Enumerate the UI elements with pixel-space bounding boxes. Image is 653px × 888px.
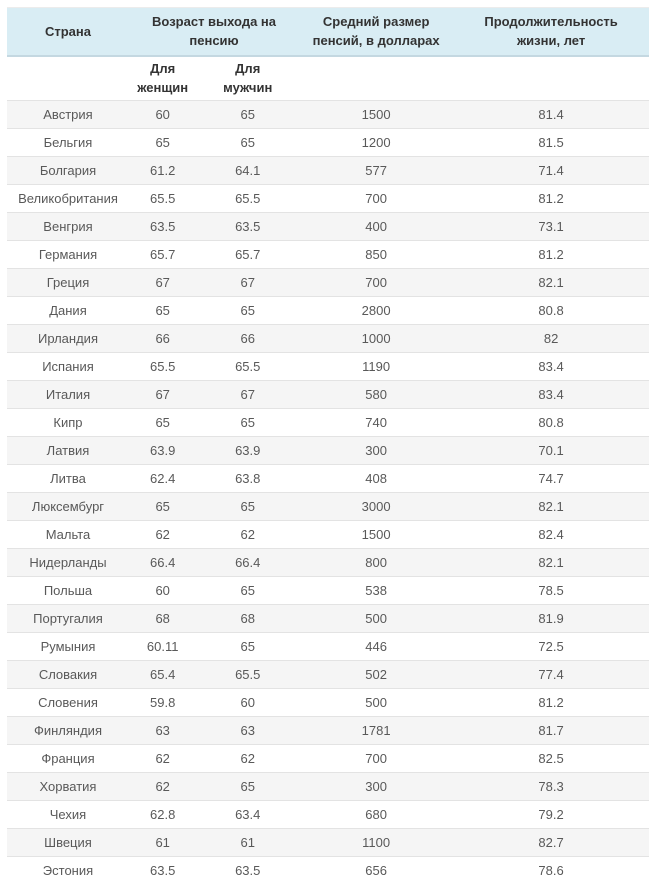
women-age-cell: 59.8 <box>129 689 196 717</box>
pension-cell: 700 <box>299 269 453 297</box>
country-cell: Румыния <box>7 633 129 661</box>
subheader-for-men-label: Для мужчин <box>223 61 273 96</box>
women-age-cell: 68 <box>129 605 196 633</box>
life-expectancy-cell: 78.5 <box>453 577 649 605</box>
table-row <box>7 521 649 549</box>
table-header <box>7 8 649 101</box>
table-row <box>7 129 649 157</box>
life-expectancy-cell: 81.7 <box>453 717 649 745</box>
women-age-cell: 65.4 <box>129 661 196 689</box>
life-expectancy-cell: 82.1 <box>453 493 649 521</box>
country-cell: Германия <box>7 241 129 269</box>
men-age-cell: 63.8 <box>196 465 299 493</box>
men-age-cell: 68 <box>196 605 299 633</box>
women-age-cell: 62 <box>129 745 196 773</box>
men-age-cell: 61 <box>196 829 299 857</box>
life-expectancy-cell: 73.1 <box>453 213 649 241</box>
country-cell: Португалия <box>7 605 129 633</box>
pension-cell: 656 <box>299 857 453 885</box>
men-age-cell: 65 <box>196 101 299 129</box>
men-age-cell: 65 <box>196 409 299 437</box>
table-row <box>7 297 649 325</box>
country-cell: Бельгия <box>7 129 129 157</box>
pension-cell: 400 <box>299 213 453 241</box>
table-row <box>7 213 649 241</box>
pension-cell: 1000 <box>299 325 453 353</box>
table-row <box>7 633 649 661</box>
men-age-cell: 63.9 <box>196 437 299 465</box>
table-row <box>7 801 649 829</box>
life-expectancy-cell: 82 <box>453 325 649 353</box>
women-age-cell: 61.2 <box>129 157 196 185</box>
country-cell: Эстония <box>7 857 129 885</box>
women-age-cell: 63 <box>129 717 196 745</box>
table-row <box>7 185 649 213</box>
table-row <box>7 325 649 353</box>
table-row <box>7 577 649 605</box>
column-header-retirement-age-label: Возраст выхода на пенсию <box>152 14 276 49</box>
table-row <box>7 493 649 521</box>
column-header-life-expectancy-label: Продолжительность жизни, лет <box>484 14 618 49</box>
country-cell: Нидерланды <box>7 549 129 577</box>
column-header-retirement-age <box>129 8 299 56</box>
men-age-cell: 60 <box>196 689 299 717</box>
men-age-cell: 63 <box>196 717 299 745</box>
table-row <box>7 381 649 409</box>
life-expectancy-cell: 74.7 <box>453 465 649 493</box>
life-expectancy-cell: 82.4 <box>453 521 649 549</box>
table-row <box>7 353 649 381</box>
life-expectancy-cell: 80.8 <box>453 409 649 437</box>
country-cell: Дания <box>7 297 129 325</box>
pension-cell: 680 <box>299 801 453 829</box>
country-cell: Чехия <box>7 801 129 829</box>
men-age-cell: 65 <box>196 129 299 157</box>
country-cell: Италия <box>7 381 129 409</box>
women-age-cell: 66.4 <box>129 549 196 577</box>
women-age-cell: 60.11 <box>129 633 196 661</box>
table-row <box>7 605 649 633</box>
life-expectancy-cell: 77.4 <box>453 661 649 689</box>
country-cell: Ирландия <box>7 325 129 353</box>
table-row <box>7 241 649 269</box>
women-age-cell: 63.5 <box>129 213 196 241</box>
subheader-empty-country <box>7 56 129 101</box>
pension-cell: 580 <box>299 381 453 409</box>
pension-cell: 800 <box>299 549 453 577</box>
pension-cell: 700 <box>299 745 453 773</box>
column-header-pension <box>299 8 453 56</box>
table-row <box>7 437 649 465</box>
men-age-cell: 64.1 <box>196 157 299 185</box>
men-age-cell: 67 <box>196 269 299 297</box>
men-age-cell: 65 <box>196 493 299 521</box>
country-cell: Хорватия <box>7 773 129 801</box>
header-row-main <box>7 8 649 56</box>
country-cell: Испания <box>7 353 129 381</box>
pension-cell: 850 <box>299 241 453 269</box>
pension-cell: 1200 <box>299 129 453 157</box>
women-age-cell: 62 <box>129 773 196 801</box>
table-row <box>7 465 649 493</box>
pension-cell: 502 <box>299 661 453 689</box>
life-expectancy-cell: 78.6 <box>453 857 649 885</box>
country-cell: Болгария <box>7 157 129 185</box>
country-cell: Австрия <box>7 101 129 129</box>
table-row <box>7 661 649 689</box>
column-header-life-expectancy <box>453 8 649 56</box>
women-age-cell: 60 <box>129 577 196 605</box>
women-age-cell: 65 <box>129 129 196 157</box>
women-age-cell: 67 <box>129 269 196 297</box>
life-expectancy-cell: 81.2 <box>453 241 649 269</box>
table-row <box>7 269 649 297</box>
subheader-empty-life <box>453 56 649 101</box>
women-age-cell: 66 <box>129 325 196 353</box>
life-expectancy-cell: 71.4 <box>453 157 649 185</box>
men-age-cell: 65.5 <box>196 185 299 213</box>
column-header-country <box>7 8 129 56</box>
life-expectancy-cell: 81.4 <box>453 101 649 129</box>
table-row <box>7 773 649 801</box>
life-expectancy-cell: 82.1 <box>453 269 649 297</box>
column-header-country-label: Страна <box>44 24 91 40</box>
women-age-cell: 62 <box>129 521 196 549</box>
subheader-for-men <box>196 56 299 101</box>
table-row <box>7 549 649 577</box>
women-age-cell: 62.4 <box>129 465 196 493</box>
pension-cell: 300 <box>299 437 453 465</box>
men-age-cell: 65 <box>196 773 299 801</box>
men-age-cell: 65 <box>196 577 299 605</box>
pension-cell: 500 <box>299 605 453 633</box>
life-expectancy-cell: 82.5 <box>453 745 649 773</box>
country-cell: Швеция <box>7 829 129 857</box>
pension-cell: 500 <box>299 689 453 717</box>
country-cell: Франция <box>7 745 129 773</box>
life-expectancy-cell: 81.2 <box>453 689 649 717</box>
pension-cell: 577 <box>299 157 453 185</box>
men-age-cell: 65 <box>196 633 299 661</box>
men-age-cell: 65.5 <box>196 353 299 381</box>
women-age-cell: 65.5 <box>129 185 196 213</box>
country-cell: Великобритания <box>7 185 129 213</box>
pension-table <box>7 7 649 885</box>
pension-cell: 408 <box>299 465 453 493</box>
women-age-cell: 63.5 <box>129 857 196 885</box>
life-expectancy-cell: 81.9 <box>453 605 649 633</box>
table-row <box>7 857 649 885</box>
men-age-cell: 63.4 <box>196 801 299 829</box>
men-age-cell: 65.7 <box>196 241 299 269</box>
country-cell: Польша <box>7 577 129 605</box>
pension-cell: 2800 <box>299 297 453 325</box>
table-row <box>7 745 649 773</box>
men-age-cell: 65.5 <box>196 661 299 689</box>
men-age-cell: 63.5 <box>196 857 299 885</box>
country-cell: Люксембург <box>7 493 129 521</box>
life-expectancy-cell: 72.5 <box>453 633 649 661</box>
country-cell: Кипр <box>7 409 129 437</box>
men-age-cell: 65 <box>196 297 299 325</box>
pension-cell: 1500 <box>299 101 453 129</box>
life-expectancy-cell: 81.5 <box>453 129 649 157</box>
table-row <box>7 101 649 129</box>
pension-cell: 1781 <box>299 717 453 745</box>
men-age-cell: 66 <box>196 325 299 353</box>
men-age-cell: 67 <box>196 381 299 409</box>
life-expectancy-cell: 78.3 <box>453 773 649 801</box>
country-cell: Венгрия <box>7 213 129 241</box>
pension-cell: 1500 <box>299 521 453 549</box>
table-row <box>7 409 649 437</box>
pension-cell: 1190 <box>299 353 453 381</box>
women-age-cell: 65.7 <box>129 241 196 269</box>
column-header-pension-label: Средний размер пенсий, в долларах <box>312 14 440 49</box>
men-age-cell: 63.5 <box>196 213 299 241</box>
table-row <box>7 689 649 717</box>
women-age-cell: 63.9 <box>129 437 196 465</box>
country-cell: Финляндия <box>7 717 129 745</box>
life-expectancy-cell: 80.8 <box>453 297 649 325</box>
women-age-cell: 62.8 <box>129 801 196 829</box>
life-expectancy-cell: 70.1 <box>453 437 649 465</box>
men-age-cell: 66.4 <box>196 549 299 577</box>
women-age-cell: 67 <box>129 381 196 409</box>
pension-cell: 740 <box>299 409 453 437</box>
pension-cell: 3000 <box>299 493 453 521</box>
women-age-cell: 65 <box>129 409 196 437</box>
women-age-cell: 61 <box>129 829 196 857</box>
men-age-cell: 62 <box>196 745 299 773</box>
subheader-for-women-label: Для женщин <box>137 61 189 96</box>
table-body <box>7 101 649 885</box>
country-cell: Греция <box>7 269 129 297</box>
life-expectancy-cell: 83.4 <box>453 381 649 409</box>
pension-cell: 1100 <box>299 829 453 857</box>
subheader-empty-pension <box>299 56 453 101</box>
pension-cell: 700 <box>299 185 453 213</box>
country-cell: Словения <box>7 689 129 717</box>
country-cell: Литва <box>7 465 129 493</box>
women-age-cell: 60 <box>129 101 196 129</box>
country-cell: Мальта <box>7 521 129 549</box>
subheader-for-women <box>129 56 196 101</box>
pension-cell: 446 <box>299 633 453 661</box>
women-age-cell: 65 <box>129 297 196 325</box>
country-cell: Словакия <box>7 661 129 689</box>
men-age-cell: 62 <box>196 521 299 549</box>
women-age-cell: 65.5 <box>129 353 196 381</box>
life-expectancy-cell: 82.7 <box>453 829 649 857</box>
table-row <box>7 717 649 745</box>
header-row-sub <box>7 56 649 101</box>
women-age-cell: 65 <box>129 493 196 521</box>
pension-cell: 300 <box>299 773 453 801</box>
life-expectancy-cell: 82.1 <box>453 549 649 577</box>
table-row <box>7 157 649 185</box>
country-cell: Латвия <box>7 437 129 465</box>
table-row <box>7 829 649 857</box>
pension-cell: 538 <box>299 577 453 605</box>
life-expectancy-cell: 83.4 <box>453 353 649 381</box>
life-expectancy-cell: 79.2 <box>453 801 649 829</box>
life-expectancy-cell: 81.2 <box>453 185 649 213</box>
